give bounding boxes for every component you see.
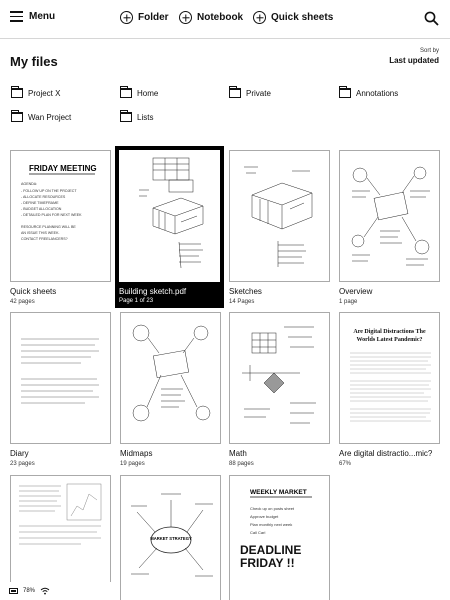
file-thumbnail <box>10 150 111 282</box>
menu-label: Menu <box>29 11 56 22</box>
folder-item[interactable] <box>11 112 71 122</box>
file-thumbnail <box>10 312 111 444</box>
file-thumbnail <box>120 312 221 444</box>
new-notebook-button[interactable] <box>179 11 243 24</box>
file-name: Midmaps <box>120 449 153 458</box>
sort-control[interactable] <box>389 48 439 65</box>
file-thumbnail <box>229 312 330 444</box>
svg-text:CONTACT FREELANCERS?: CONTACT FREELANCERS? <box>21 237 68 241</box>
folder-icon <box>229 88 241 98</box>
file-meta: Page 1 of 23 <box>119 298 154 304</box>
svg-text:Approve budget: Approve budget <box>250 514 279 519</box>
file-card-selected[interactable] <box>115 146 224 308</box>
svg-text:- BUDGET ALLOCATION: - BUDGET ALLOCATION <box>21 207 62 211</box>
file-meta: 19 pages <box>120 461 145 467</box>
notebook-label: Notebook <box>197 12 244 23</box>
file-card[interactable] <box>10 150 111 305</box>
battery-level: 78% <box>23 588 36 594</box>
battery-icon <box>9 588 18 594</box>
file-thumbnail <box>229 150 330 282</box>
thumb-headline: DEADLINE FRIDAY !! <box>240 544 302 571</box>
file-meta: 67% <box>339 461 352 467</box>
file-card[interactable] <box>120 475 221 600</box>
quick-sheets-label: Quick sheets <box>271 12 334 23</box>
sort-value: Last updated <box>389 56 439 65</box>
sort-caption: Sort by <box>419 48 439 54</box>
folder-label: Annotations <box>356 88 399 98</box>
file-meta: 23 pages <box>10 461 35 467</box>
file-card[interactable] <box>229 475 330 600</box>
folder-icon <box>11 88 23 98</box>
menu-button[interactable] <box>10 11 55 22</box>
svg-text:- DEFINE TIMEFRAME: - DEFINE TIMEFRAME <box>21 201 59 205</box>
hamburger-icon <box>10 11 23 22</box>
page-title: My files <box>10 54 58 69</box>
folder-item[interactable] <box>339 88 398 98</box>
svg-text:Check up on posts sheet: Check up on posts sheet <box>250 506 295 511</box>
status-bar <box>0 582 120 600</box>
file-card[interactable] <box>10 312 111 467</box>
file-meta: 14 Pages <box>229 299 255 305</box>
file-card[interactable] <box>229 312 330 467</box>
file-meta: 1 page <box>339 299 358 305</box>
top-bar <box>0 0 450 38</box>
svg-text:AGENDA:: AGENDA: <box>21 182 38 186</box>
thumb-title: MARKET STRATEGY <box>150 536 192 541</box>
thumb-title: WEEKLY MARKET <box>250 489 307 496</box>
file-thumbnail <box>339 312 440 444</box>
add-icon <box>253 11 266 24</box>
file-name: Math <box>229 449 247 458</box>
file-thumbnail <box>339 150 440 282</box>
folder-item[interactable] <box>120 112 153 122</box>
quick-sheets-button[interactable] <box>253 11 333 24</box>
svg-text:- FOLLOW UP ON THE PROJECT: - FOLLOW UP ON THE PROJECT <box>21 189 77 193</box>
file-card[interactable] <box>229 150 330 305</box>
folder-label: Lists <box>137 112 154 122</box>
header-divider <box>0 38 450 39</box>
add-icon <box>179 11 192 24</box>
search-icon[interactable] <box>424 11 439 26</box>
file-name: Building sketch.pdf <box>119 287 187 296</box>
folder-label: Private <box>246 88 271 98</box>
file-thumbnail <box>119 150 220 282</box>
file-thumbnail <box>229 475 330 600</box>
thumb-title: Are Digital Distractions The Worlds Latest Pandemic? <box>353 329 426 343</box>
file-name: Are digital distractio...mic? <box>339 449 433 458</box>
file-card[interactable] <box>120 312 221 467</box>
file-name: Diary <box>10 449 29 458</box>
file-name: Overview <box>339 287 373 296</box>
thumb-title: FRIDAY MEETING <box>29 164 97 173</box>
new-folder-button[interactable] <box>120 11 169 24</box>
svg-text:Call Carl: Call Carl <box>250 530 266 535</box>
folder-item[interactable] <box>229 88 271 98</box>
folder-icon <box>11 112 23 122</box>
folder-icon <box>120 88 132 98</box>
folder-label: Folder <box>138 12 169 23</box>
svg-text:Plan monthly next week: Plan monthly next week <box>250 522 293 527</box>
folder-icon <box>120 112 132 122</box>
file-meta: 88 pages <box>229 461 254 467</box>
folder-label: Project X <box>28 88 61 98</box>
folder-icon <box>339 88 351 98</box>
file-thumbnail <box>120 475 221 600</box>
file-name: Quick sheets <box>10 287 57 296</box>
svg-text:- ALLOCATE RESOURCES: - ALLOCATE RESOURCES <box>21 195 66 199</box>
file-card[interactable] <box>339 150 440 305</box>
file-card[interactable] <box>339 312 440 467</box>
add-icon <box>120 11 133 24</box>
file-meta: 42 pages <box>10 299 35 305</box>
folder-item[interactable] <box>120 88 158 98</box>
folder-label: Home <box>137 88 159 98</box>
wifi-icon <box>40 587 50 595</box>
folder-item[interactable] <box>11 88 60 98</box>
svg-text:- DETAILED PLAN FOR NEXT WEEK: - DETAILED PLAN FOR NEXT WEEK <box>21 213 82 217</box>
folder-label: Wan Project <box>28 112 72 122</box>
svg-text:AN ISSUE THIS WEEK.: AN ISSUE THIS WEEK. <box>21 231 60 235</box>
svg-text:RESOURCE PLANNING WILL BE: RESOURCE PLANNING WILL BE <box>21 225 76 229</box>
file-name: Sketches <box>229 287 262 296</box>
